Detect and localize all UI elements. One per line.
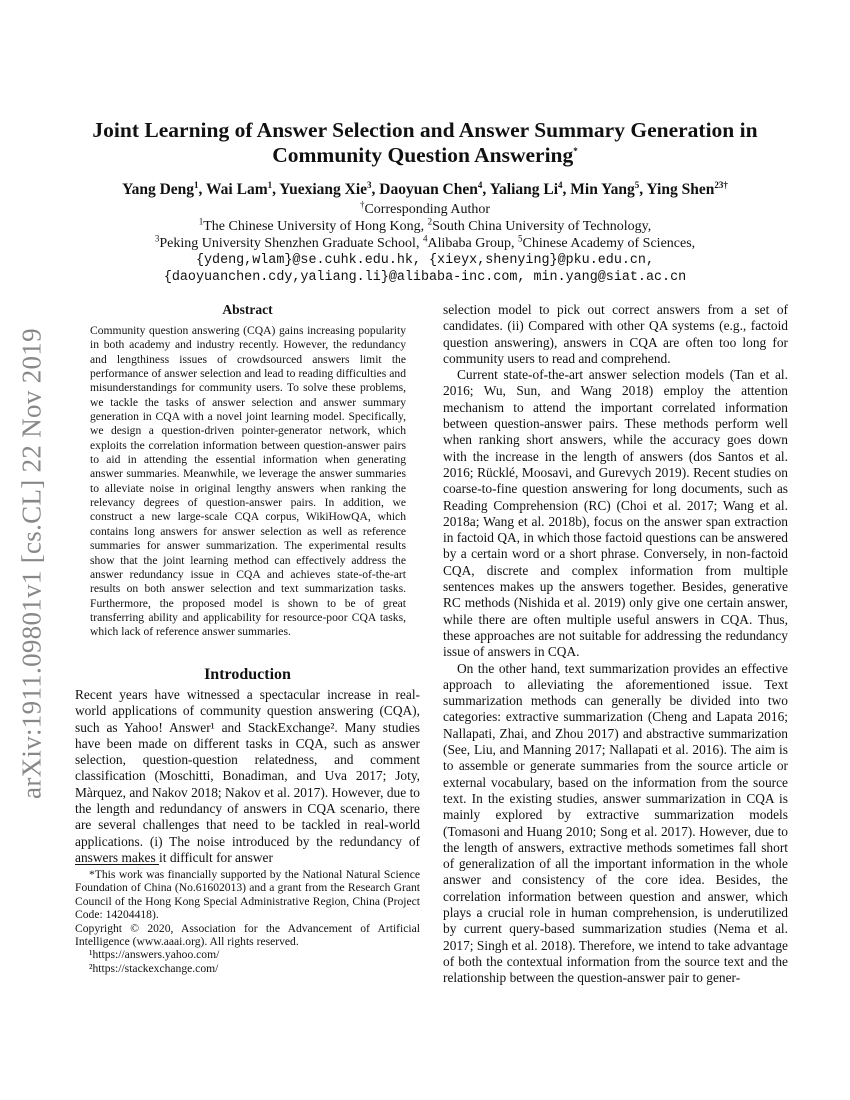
arxiv-stamp: arXiv:1911.09801v1 [cs.CL] 22 Nov 2019 xyxy=(16,328,47,799)
introduction-heading: Introduction xyxy=(204,666,291,683)
title-line-1: Joint Learning of Answer Selection and Answer Summary Generation in xyxy=(92,118,758,142)
footnote-2: ²https://stackexchange.com/ xyxy=(89,961,219,975)
left-column xyxy=(75,687,420,866)
author: Min Yang$^5$ xyxy=(570,179,640,198)
paper-title xyxy=(60,118,790,168)
author: Yang Deng$^1$ xyxy=(122,179,199,198)
right-column xyxy=(443,302,788,986)
emails-line-1: {ydeng,wlam}@se.cuhk.edu.hk, {xieyx,shenying}@pku.edu.cn, xyxy=(195,253,655,268)
footnotes xyxy=(75,868,420,975)
affiliation-line-2: $^3$Peking University Shenzhen Graduate School, $^4$Alibaba Group, $^5$Chinese Academy of Sciences, xyxy=(154,233,696,251)
abstract-heading: Abstract xyxy=(222,302,273,317)
body-paragraph: Current state-of-the-art answer selection models (Tan et al. 2016; Wu, Sun, and Wang 2018) employ the attention mechanism to attend the important correlated information between question-answer pairs. These methods perform well when ranking short answers, while the accuracy goes down with the increase in the length of answers (dos Santos et al. 2016; Rücklé, Moosavi, and Gurevych 2019). Recent studies on coarse-to-fine question answering for long documents, such as Reading Comprehension (RC) (Choi et al. 2017; Wang et al. 2018a; Wang et al. 2018b), focus on the answer span extraction in factoid QA, in which those factoid questions can be answered by a certain word or a short phrase. Conversely, in non-factoid CQA, discrete and complex information from multiple sentences makes up the answers together. Besides, generative RC methods (Nishida et al. 2019) only give one certain answer, while there are often multiple useful answers in CQA. Thus, these approaches are not suitable for addressing the redundancy issue of answers in CQA. xyxy=(443,367,788,660)
affiliations xyxy=(40,201,810,286)
author: Yaliang Li$^4$ xyxy=(489,179,563,198)
abstract-text: Community question answering (CQA) gains increasing popularity in both academy and industry recently. However, the redundancy and lengthiness issues of crowdsourced answers limit the performance of answer selection and lead to reading difficulties and misunderstandings for community users. To solve these problems, we tackle the tasks of answer selection and answer summary generation in CQA with a novel joint learning model. Specifically, we design a question-driven pointer-generator network, which exploits the correlation information between question-answer pairs to aid in attending the essential information when generating answer summaries. Meanwhile, we leverage the answer summaries to alleviate noise in original lengthy answers when ranking the relevancy degrees of question-answer pairs. In addition, we construct a new large-scale CQA corpus, WikiHowQA, which contains long answers for answer selection as well as reference summaries for answer summarization. The experimental results show that the joint learning method can effectively address the answer redundancy issue in CQA and achieves state-of-the-art results on both answer selection and text summarization tasks. Furthermore, the proposed model is shown to be of great transferring ability and applicability for resource-poor CQA tasks, which lack of reference answer summaries. xyxy=(90,324,406,639)
body-paragraph: On the other hand, text summarization provides an effective approach to alleviating the aforementioned issue. Text summarization methods can generally be divided into two categories: extractive summarization (Cheng and Lapata 2016; Nallapati, Zhai, and Zhou 2017) and abstractive summarization (See, Liu, and Manning 2017; Nallapati et al. 2016). The aim is to assemble or generate summaries from the source article or external vocabulary, based on the information from the source text. In the existing studies, answer summarization in CQA is mainly explored by extractive summarization models (Tomasoni and Huang 2010; Song et al. 2017). However, due to the length of answers, extractive methods sometimes fall short of generalization of all the important information in the whole answer and consistency of the core idea. Besides, the correlation information between question and answer, which plays a crucial role in human comprehension, is underutilized by current query-based summarization studies (Nema et al. 2017; Singh et al. 2018). Therefore, we intend to take advantage of both the contextual information from the source text and the relationship between the question-answer pair to gener- xyxy=(443,660,788,986)
author: Yuexiang Xie$^3$ xyxy=(279,179,372,198)
affiliation-line-1: $^1$The Chinese University of Hong Kong, $^2$South China University of Technology, xyxy=(198,216,652,234)
footnote-rule xyxy=(75,864,159,865)
emails-line-2: {daoyuanchen.cdy,yaliang.li}@alibaba-inc.com, min.yang@siat.ac.cn xyxy=(163,270,687,285)
copyright-notice: Copyright © 2020, Association for the Advancement of Artificial Intelligence (www.aaai.org). All rights reserved. xyxy=(75,921,420,949)
corresponding-note: †Corresponding Author xyxy=(359,199,491,217)
author: Ying Shen$^{23\dagger}$ xyxy=(646,179,728,198)
funding-footnote: *This work was financially supported by the National Natural Science Foundation of China (No.61602013) and a grant from the Research Grant Council of the Hong Kong Special Administrative Region, China (Project Code: 14204418). xyxy=(75,868,420,922)
author: Daoyuan Chen$^4$ xyxy=(379,179,483,198)
footnote-1: ¹https://answers.yahoo.com/ xyxy=(89,948,220,962)
title-line-2: Community Question Answering xyxy=(272,143,574,167)
author: Wai Lam$^1$ xyxy=(206,179,273,198)
title-footnote-mark: * xyxy=(573,145,578,156)
body-paragraph: selection model to pick out correct answers from a set of candidates. (ii) Compared with other QA systems (e.g., factoid question answering), answers in CQA are often too long for community users to read and comprehend. xyxy=(443,302,788,366)
intro-paragraph: Recent years have witnessed a spectacular increase in real-world applications of community question answering (CQA), such as Yahoo! Answer¹ and StackExchange². Many studies have been made on different tasks in CQA, such as answer selection, question-question relatedness, and comment classification (Moschitti, Bonadiman, and Uva 2017; Joty, Màrquez, and Nakov 2018; Nakov et al. 2017). However, due to the length and redundancy of answers in CQA scenario, there are several challenges that need to be tackled in real-world applications. (i) The noise introduced by the redundancy of answers makes it difficult for answer xyxy=(75,687,420,865)
author-list: Yang Deng$^1$, Wai Lam$^1$, Yuexiang Xie$^3$, Daoyuan Chen$^4$, Yaliang Li$^4$, Min Yang$^5$, Ying Shen$^{23\dagger}$ xyxy=(122,179,728,198)
